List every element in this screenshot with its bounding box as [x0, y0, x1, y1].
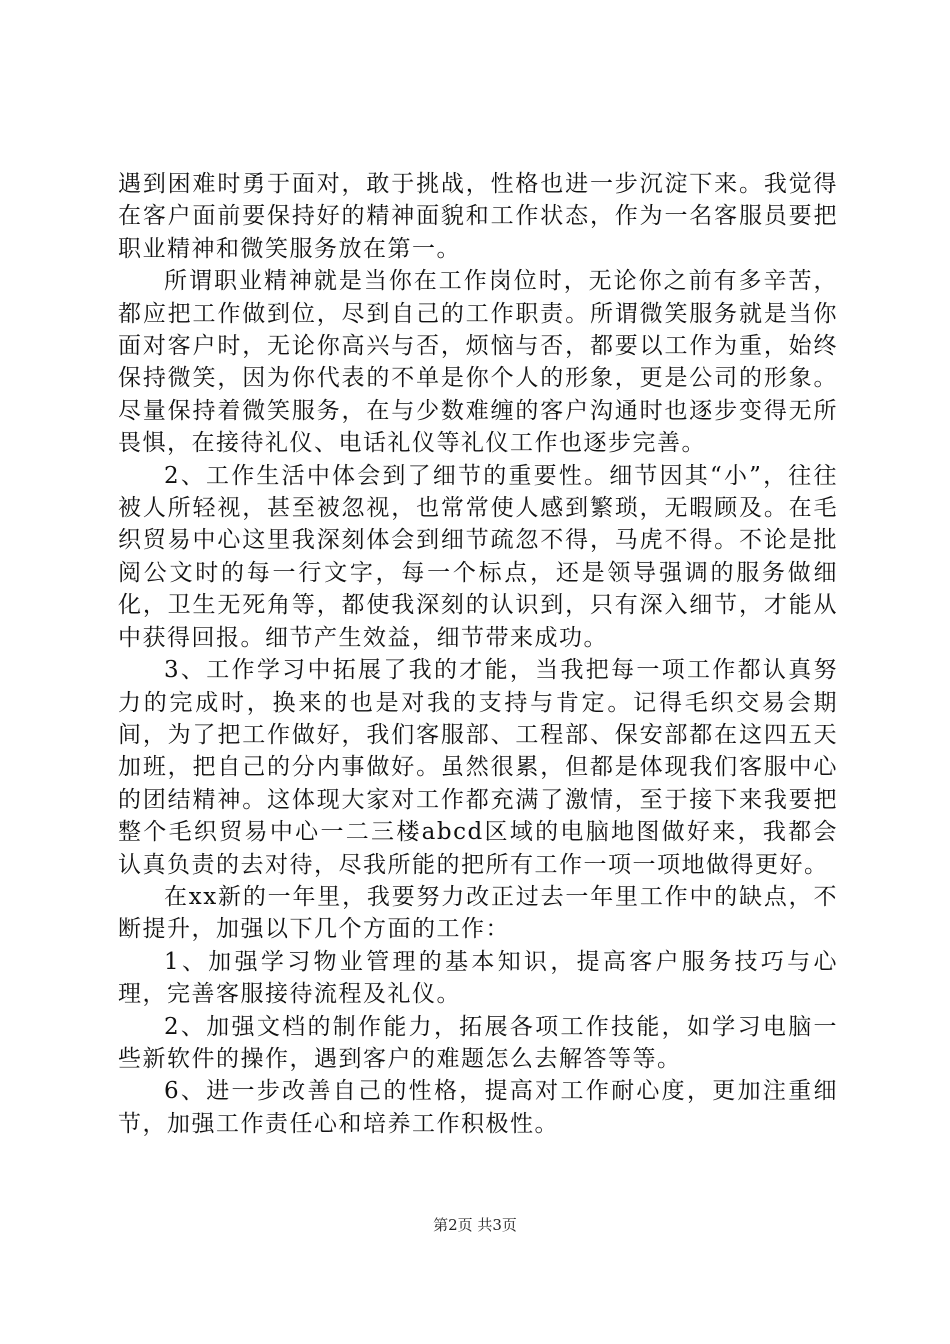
- paragraph-professional-spirit: 所谓职业精神就是当你在工作岗位时，无论你之前有多辛苦，都应把工作做到位，尽到自己的工作职责。所谓微笑服务就是当你面对客户时，无论你高兴与否，烦恼与否，都要以工作为重，始终保持微笑，因为你代表的不单是你个人的形象，更是公司的形象。尽量保持着微笑服务，在与少数难缠的客户沟通时也逐步变得无所畏惧，在接待礼仪、电话礼仪等礼仪工作也逐步完善。: [118, 268, 838, 457]
- paragraph-point-2-details: 2、工作生活中体会到了细节的重要性。细节因其“小”，往往被人所轻视，甚至被忽视，也常常使人感到繁琐，无暇顾及。在毛织贸易中心这里我深刻体会到细节疏忽不得，马虎不得。不论是批阅公文时的每一行文字，每一个标点，还是领导强调的服务做细化，卫生无死角等，都使我深刻的认识到，只有深入细节，才能从中获得回报。细节产生效益，细节带来成功。: [118, 462, 838, 651]
- paragraph-point-3-abilities: 3、工作学习中拓展了我的才能，当我把每一项工作都认真努力的完成时，换来的也是对我的支持与肯定。记得毛织交易会期间，为了把工作做好，我们客服部、工程部、保安部都在这四五天加班，把自己的分内事做好。虽然很累，但都是体现我们客服中心的团结精神。这体现大家对工作都充满了激情，至于接下来我要把整个毛织贸易中心一二三楼abcd区域的电脑地图做好来，我都会认真负责的去对待，尽我所能的把所有工作一项一项地做得更好。: [118, 657, 838, 878]
- page-number-footer: 第2页 共3页: [433, 1216, 517, 1234]
- paragraph-new-year-plan: 在xx新的一年里，我要努力改正过去一年里工作中的缺点，不断提升，加强以下几个方面的工作：: [118, 883, 838, 943]
- document-body: [118, 168, 838, 1140]
- paragraph-continuation: 遇到困难时勇于面对，敢于挑战，性格也进一步沉淀下来。我觉得在客户面前要保持好的精神面貌和工作状态，作为一名客服员要把职业精神和微笑服务放在第一。: [118, 171, 838, 262]
- paragraph-plan-item-6: 6、进一步改善自己的性格，提高对工作耐心度，更加注重细节，加强工作责任心和培养工作积极性。: [118, 1078, 838, 1137]
- paragraph-plan-item-1: 1、加强学习物业管理的基本知识，提高客户服务技巧与心理，完善客服接待流程及礼仪。: [118, 948, 838, 1008]
- paragraph-plan-item-2: 2、加强文档的制作能力，拓展各项工作技能，如学习电脑一些新软件的操作，遇到客户的难题怎么去解答等等。: [118, 1013, 838, 1072]
